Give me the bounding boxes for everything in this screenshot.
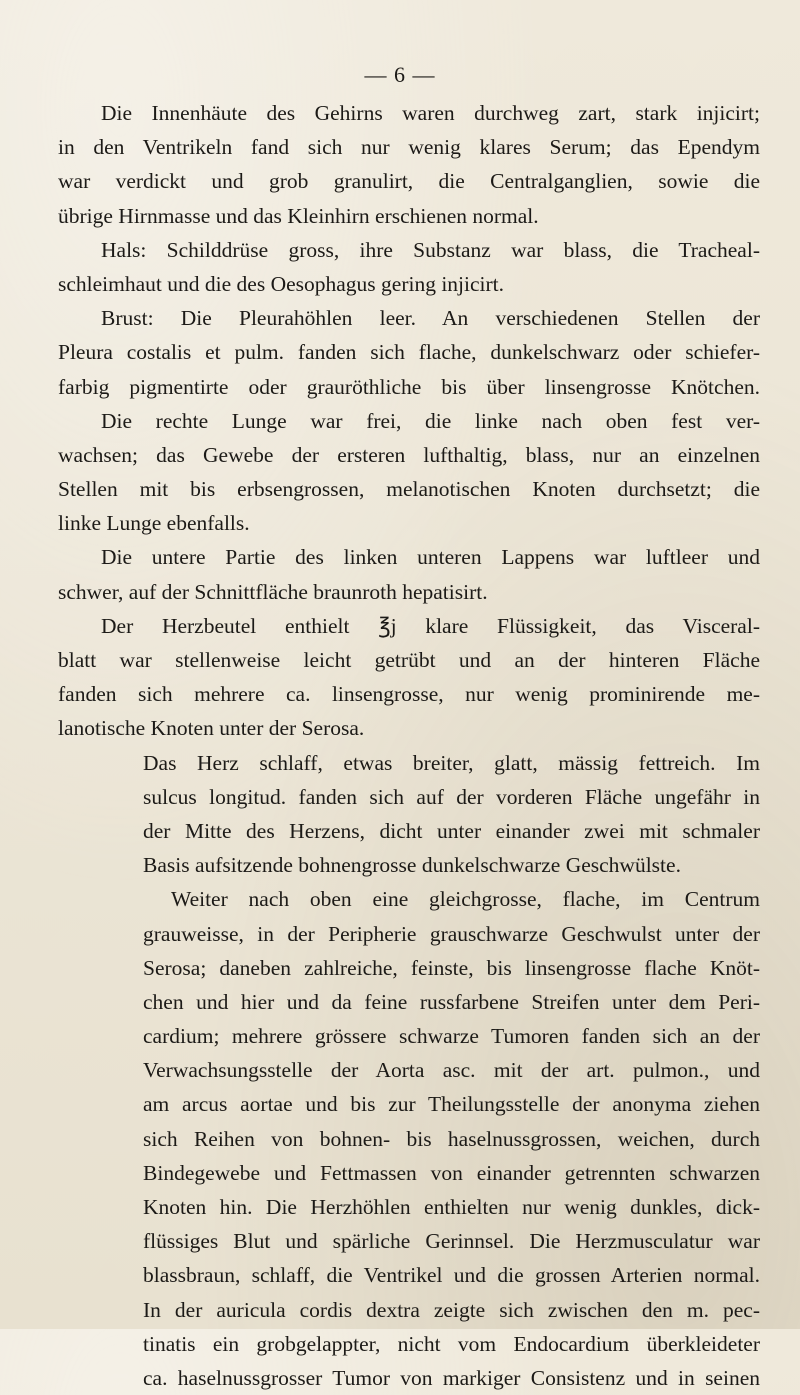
text-line: fanden sich mehrere ca. linsengrosse, nur wenig prominirende me-	[58, 682, 760, 707]
text-line: farbig pigmentirte oder grauröthliche bis über linsengrosse Knötchen.	[58, 374, 760, 399]
text-line: Verwachsungsstelle der Aorta asc. mit der art. pulmon., und	[143, 1058, 760, 1083]
text-line: Pleura costalis et pulm. fanden sich flache, dunkelschwarz oder schiefer-	[58, 340, 760, 365]
text-line: lanotische Knoten unter der Serosa.	[58, 716, 365, 741]
text-line: Das Herz schlaff, etwas breiter, glatt, mässig fettreich. Im	[143, 750, 760, 775]
text-line: flüssiges Blut und spärliche Gerinnsel. Die Herzmusculatur war	[143, 1229, 760, 1254]
text-line: Die untere Partie des linken unteren Lappens war luftleer und	[101, 545, 760, 570]
text-line: blatt war stellenweise leicht getrübt und an der hinteren Fläche	[58, 648, 760, 672]
text-line: Basis aufsitzende bohnengrosse dunkelschwarze Geschwülste.	[143, 853, 681, 878]
text-line: grauweisse, in der Peripherie grauschwarze Geschwulst unter der	[143, 921, 760, 946]
text-line: Brust: Die Pleurahöhlen leer. An verschiedenen Stellen der	[101, 306, 760, 331]
text-line: Die rechte Lunge war frei, die linke nach oben fest ver-	[101, 408, 760, 433]
text-line: tinatis ein grobgelappter, nicht vom Endocardium überkleideter	[143, 1331, 760, 1356]
text-line: chen und hier und da feine russfarbene Streifen unter dem Peri-	[143, 989, 760, 1014]
text-line: blassbraun, schlaff, die Ventrikel und die grossen Arterien normal.	[143, 1263, 760, 1288]
text-line: sulcus longitud. fanden sich auf der vorderen Fläche ungefähr in	[143, 784, 760, 809]
text-line: linke Lunge ebenfalls.	[58, 511, 250, 536]
text-line: Bindegewebe und Fettmassen von einander getrennten schwarzen	[143, 1160, 760, 1185]
text-line: war verdickt und grob granulirt, die Centralganglien, sowie die	[58, 169, 760, 194]
text-line: übrige Hirnmasse und das Kleinhirn erschienen normal.	[58, 203, 539, 228]
text-line: Die Innenhäute des Gehirns waren durchweg zart, stark injicirt;	[101, 101, 760, 125]
text-line: am arcus aortae und bis zur Theilungsstelle der anonyma ziehen	[143, 1092, 760, 1117]
text-line: Stellen mit bis erbsengrossen, melanotischen Knoten durchsetzt; die	[58, 477, 760, 502]
text-line: schwer, auf der Schnittfläche braunroth hepatisirt.	[58, 579, 488, 604]
text-line: Weiter nach oben eine gleichgrosse, flache, im Centrum	[171, 887, 760, 912]
text-line: cardium; mehrere grössere schwarze Tumoren fanden sich an der	[143, 1024, 760, 1049]
text-line: In der auricula cordis dextra zeigte sich zwischen den m. pec-	[143, 1297, 760, 1322]
text-line: Der Herzbeutel enthielt ℥j klare Flüssigkeit, das Visceral-	[101, 613, 760, 638]
text-line: wachsen; das Gewebe der ersteren lufthaltig, blass, nur an einzelnen	[58, 442, 760, 467]
text-line: schleimhaut und die des Oesophagus gering injicirt.	[58, 271, 505, 296]
text-line: in den Ventrikeln fand sich nur wenig klares Serum; das Ependym	[58, 135, 760, 160]
text-line: Hals: Schilddrüse gross, ihre Substanz war blass, die Tracheal-	[101, 237, 760, 262]
text-line: der Mitte des Herzens, dicht unter einander zwei mit schmaler	[143, 818, 760, 843]
text-line: Serosa; daneben zahlreiche, feinste, bis linsengrosse flache Knöt-	[143, 955, 760, 980]
text-line: sich Reihen von bohnen- bis haselnussgrossen, weichen, durch	[143, 1126, 760, 1151]
text-line: ca. haselnussgrosser Tumor von markiger Consistenz und in seinen	[143, 1365, 760, 1390]
text-line: Knoten hin. Die Herzhöhlen enthielten nur wenig dunkles, dick-	[143, 1195, 760, 1219]
page-number: — 6 —	[364, 62, 436, 87]
body-text	[58, 96, 760, 1395]
